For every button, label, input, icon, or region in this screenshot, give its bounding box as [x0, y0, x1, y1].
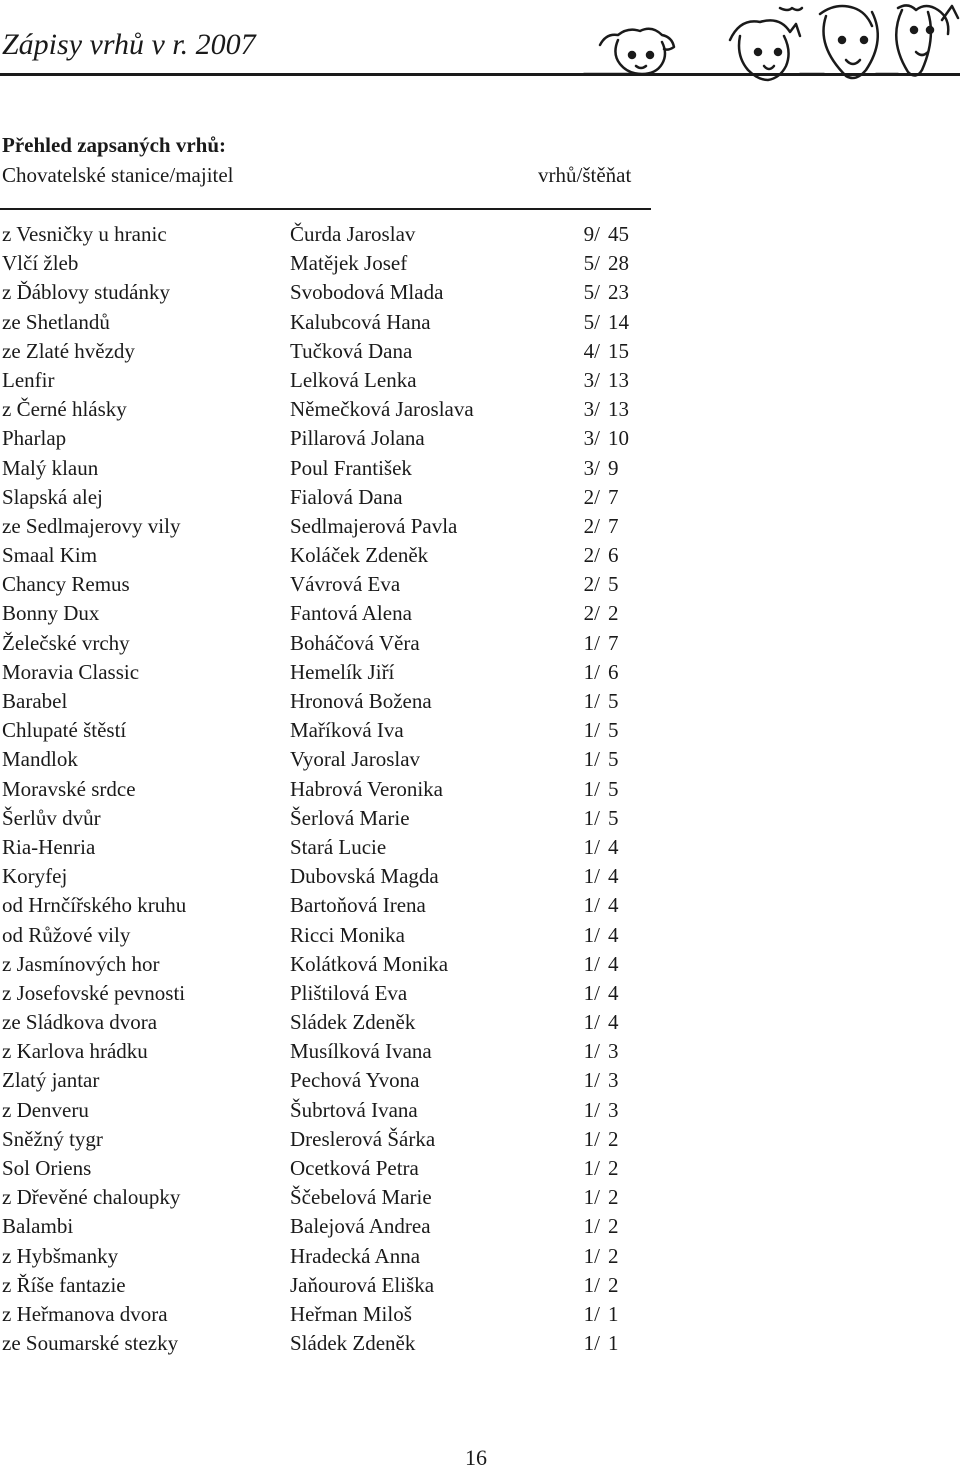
litter-count: 1/ — [583, 1097, 600, 1122]
kennel-name: z Říše fantazie — [2, 1272, 126, 1297]
kennel-name: Malý klaun — [2, 455, 99, 480]
puppy-count: 2 — [608, 1156, 619, 1180]
puppy-count: 4 — [608, 893, 619, 918]
kennel-name: Moravia Classic — [2, 659, 140, 684]
table-row — [0, 366, 700, 395]
table-divider — [0, 208, 651, 210]
owner-name: Dubovská Magda — [290, 864, 439, 889]
litter-count: 1/ — [583, 689, 600, 713]
litter-count: 3/ — [583, 367, 600, 392]
column-header-litters-pups: vrhů/štěňat — [538, 163, 632, 187]
litter-count: 1/ — [583, 1068, 600, 1093]
table-row — [0, 1066, 700, 1095]
table-row — [0, 862, 700, 891]
puppy-count: 5 — [608, 747, 619, 772]
owner-name: Ocetková Petra — [290, 1156, 419, 1180]
table-row — [0, 1300, 700, 1329]
table-row — [0, 1329, 700, 1358]
table-row — [0, 337, 700, 366]
kennel-name: z Karlova hrádku — [2, 1039, 148, 1064]
owner-name: Sedlmajerová Pavla — [290, 513, 458, 538]
puppy-count: 4 — [608, 951, 619, 976]
kennel-name: z Josefovské pevnosti — [2, 980, 186, 1005]
table-row — [0, 891, 700, 920]
kennel-name: z Dřevěné chaloupky — [2, 1185, 181, 1210]
kennel-name: ze Shetlandů — [2, 309, 110, 334]
puppy-count: 2 — [608, 601, 619, 626]
litter-count: 2/ — [583, 484, 600, 509]
puppy-count: 14 — [608, 309, 629, 334]
owner-name: Matějek Josef — [290, 251, 408, 276]
owner-name: Němečková Jaroslava — [290, 397, 474, 422]
kennel-name: Pharlap — [2, 426, 67, 451]
litter-count: 1/ — [583, 630, 600, 655]
table-row — [0, 1008, 700, 1037]
puppy-count: 1 — [608, 1331, 619, 1356]
litter-count: 3/ — [583, 455, 600, 480]
owner-name: Pechová Yvona — [290, 1068, 420, 1093]
litter-count: 1/ — [583, 980, 600, 1005]
puppy-count: 7 — [608, 513, 619, 538]
owner-name: Lelková Lenka — [290, 367, 417, 392]
kennel-name: Mandlok — [2, 747, 78, 772]
litter-count: 1/ — [583, 951, 600, 976]
litter-count: 1/ — [583, 864, 600, 889]
puppy-count: 3 — [608, 1039, 619, 1064]
puppy-count: 4 — [608, 922, 619, 947]
puppy-count: 4 — [608, 834, 619, 859]
kennel-name: Slapská alej — [2, 484, 103, 509]
table-row — [0, 308, 700, 337]
litter-count: 1/ — [583, 718, 600, 743]
kennel-name: ze Sládkova dvora — [2, 1010, 158, 1035]
kennel-name: Sněžný tygr — [2, 1126, 103, 1151]
table-row — [0, 629, 700, 658]
column-header-kennel-owner: Chovatelské stanice/majitel — [2, 163, 234, 187]
owner-name: Kalubcová Hana — [290, 309, 431, 334]
kennel-name: od Růžové vily — [2, 922, 131, 947]
owner-name: Musílková Ivana — [290, 1039, 432, 1064]
table-row — [0, 570, 700, 599]
litter-count: 3/ — [583, 426, 600, 451]
kennel-name: Šerlův dvůr — [2, 805, 101, 830]
puppy-count: 1 — [608, 1301, 619, 1326]
table-row — [0, 1183, 700, 1212]
puppy-count: 4 — [608, 1010, 619, 1035]
litter-count: 1/ — [583, 1039, 600, 1064]
puppy-count: 10 — [608, 426, 629, 451]
litter-count: 1/ — [583, 776, 600, 801]
owner-name: Pillarová Jolana — [290, 426, 425, 451]
kennel-name: z Jasmínových hor — [2, 951, 160, 976]
table-row — [0, 775, 700, 804]
puppy-count: 2 — [608, 1185, 619, 1210]
puppy-count: 5 — [608, 689, 619, 713]
kennel-name: ze Zlaté hvězdy — [2, 338, 135, 363]
owner-name: Bartoňová Irena — [290, 893, 426, 918]
owner-name: Boháčová Věra — [290, 630, 420, 655]
owner-name: Jaňourová Eliška — [290, 1272, 435, 1297]
owner-name: Ricci Monika — [290, 922, 405, 947]
puppy-count: 5 — [608, 572, 619, 597]
table-row — [0, 1212, 700, 1241]
table-row — [0, 1125, 700, 1154]
litter-count: 1/ — [583, 747, 600, 772]
kennel-name: z Denveru — [2, 1097, 89, 1122]
puppy-count: 5 — [608, 776, 619, 801]
table-row — [0, 687, 700, 716]
owner-name: Balejová Andrea — [290, 1214, 431, 1239]
kennel-name: z Heřmanova dvora — [2, 1301, 168, 1326]
puppy-count: 23 — [608, 280, 629, 305]
owner-name: Vyoral Jaroslav — [290, 747, 421, 772]
puppy-count: 15 — [608, 338, 629, 363]
table-row — [0, 454, 700, 483]
litter-count: 1/ — [583, 922, 600, 947]
puppy-count: 2 — [608, 1214, 619, 1239]
puppy-count: 6 — [608, 543, 619, 568]
litter-count: 1/ — [583, 1156, 600, 1180]
owner-name: Hradecká Anna — [290, 1243, 421, 1268]
kennel-name: ze Sedlmajerovy vily — [2, 513, 181, 538]
table-row — [0, 541, 700, 570]
kennel-name: Barabel — [2, 689, 68, 713]
page-title: Zápisy vrhů v r. 2007 — [2, 28, 256, 61]
owner-name: Svobodová Mlada — [290, 280, 444, 305]
kennel-name: Vlčí žleb — [2, 251, 79, 276]
litter-count: 5/ — [583, 309, 600, 334]
puppy-count: 45 — [608, 222, 629, 246]
puppy-count: 2 — [608, 1243, 619, 1268]
litter-count: 1/ — [583, 834, 600, 859]
owner-name: Šubrtová Ivana — [290, 1097, 418, 1122]
table-row — [0, 804, 700, 833]
puppy-count: 7 — [608, 630, 619, 655]
table-row — [0, 658, 700, 687]
table-row — [0, 1242, 700, 1271]
table-row — [0, 599, 700, 628]
owner-name: Šerlová Marie — [290, 805, 410, 830]
litter-count: 1/ — [583, 1243, 600, 1268]
puppy-count: 4 — [608, 864, 619, 889]
puppy-count: 5 — [608, 805, 619, 830]
kennel-name: z Vesničky u hranic — [2, 222, 167, 246]
owner-name: Hemelík Jiří — [290, 659, 395, 684]
litter-count: 1/ — [583, 1126, 600, 1151]
owner-name: Stará Lucie — [290, 834, 387, 859]
puppy-count: 2 — [608, 1126, 619, 1151]
puppy-count: 5 — [608, 718, 619, 743]
litter-count: 1/ — [583, 659, 600, 684]
litter-count: 1/ — [583, 1301, 600, 1326]
table-row — [0, 979, 700, 1008]
litter-count: 9/ — [583, 222, 600, 246]
kennel-name: Chancy Remus — [2, 572, 130, 597]
puppy-count: 28 — [608, 251, 629, 276]
puppy-count: 13 — [608, 397, 629, 422]
litter-count: 1/ — [583, 1331, 600, 1356]
section-title: Přehled zapsaných vrhů: — [2, 133, 227, 157]
kennel-name: Sol Oriens — [2, 1156, 92, 1180]
owner-name: Maříková Iva — [290, 718, 404, 743]
owner-name: Vávrová Eva — [290, 572, 401, 597]
puppy-count: 2 — [608, 1272, 619, 1297]
kennel-name: od Hrnčířského kruhu — [2, 893, 187, 918]
owner-name: Dreslerová Šárka — [290, 1126, 436, 1151]
owner-name: Hronová Božena — [290, 689, 432, 713]
table-row — [0, 249, 700, 278]
owner-name: Fialová Dana — [290, 484, 403, 509]
kennel-name: Balambi — [2, 1214, 74, 1239]
litter-count: 5/ — [583, 280, 600, 305]
owner-name: Heřman Miloš — [290, 1301, 412, 1326]
kennel-name: Moravské srdce — [2, 776, 136, 801]
litter-count: 1/ — [583, 1272, 600, 1297]
kennel-name: Lenfir — [2, 367, 55, 392]
puppy-count: 6 — [608, 659, 619, 684]
table-row — [0, 395, 700, 424]
litter-count: 2/ — [583, 543, 600, 568]
litter-count: 1/ — [583, 1010, 600, 1035]
litter-count: 2/ — [583, 513, 600, 538]
litter-table — [0, 220, 700, 1358]
table-row — [0, 512, 700, 541]
table-row — [0, 716, 700, 745]
owner-name: Sládek Zdeněk — [290, 1010, 416, 1035]
litter-count: 1/ — [583, 805, 600, 830]
kennel-name: Chlupaté štěstí — [2, 718, 127, 743]
table-row — [0, 745, 700, 774]
owner-name: Plištilová Eva — [290, 980, 408, 1005]
kennel-name: Zlatý jantar — [2, 1068, 100, 1093]
table-row — [0, 278, 700, 307]
litter-count: 1/ — [583, 1185, 600, 1210]
litter-count: 4/ — [583, 338, 600, 363]
kennel-name: z Hybšmanky — [2, 1243, 119, 1268]
dog-heads-logo-icon — [580, 0, 960, 90]
table-row — [0, 220, 700, 249]
table-row — [0, 921, 700, 950]
puppy-count: 4 — [608, 980, 619, 1005]
kennel-name: Smaal Kim — [2, 543, 98, 568]
puppy-count: 3 — [608, 1097, 619, 1122]
litter-count: 3/ — [583, 397, 600, 422]
table-row — [0, 1154, 700, 1183]
kennel-name: ze Soumarské stezky — [2, 1331, 179, 1356]
litter-count: 2/ — [583, 572, 600, 597]
kennel-name: z Černé hlásky — [2, 397, 127, 422]
kennel-name: Želečské vrchy — [2, 630, 130, 655]
litter-count: 5/ — [583, 251, 600, 276]
puppy-count: 7 — [608, 484, 619, 509]
owner-name: Habrová Veronika — [290, 776, 443, 801]
puppy-count: 9 — [608, 455, 619, 480]
page-number: 16 — [465, 1445, 487, 1470]
owner-name: Ščebelová Marie — [290, 1185, 432, 1210]
owner-name: Čurda Jaroslav — [290, 222, 416, 246]
puppy-count: 3 — [608, 1068, 619, 1093]
litter-count: 1/ — [583, 1214, 600, 1239]
table-row — [0, 1037, 700, 1066]
owner-name: Koláček Zdeněk — [290, 543, 429, 568]
litter-count: 2/ — [583, 601, 600, 626]
table-row — [0, 833, 700, 862]
owner-name: Fantová Alena — [290, 601, 412, 626]
litter-count: 1/ — [583, 893, 600, 918]
kennel-name: Koryfej — [2, 864, 68, 889]
kennel-name: Bonny Dux — [2, 601, 100, 626]
owner-name: Kolátková Monika — [290, 951, 449, 976]
owner-name: Tučková Dana — [290, 338, 413, 363]
puppy-count: 13 — [608, 367, 629, 392]
table-row — [0, 483, 700, 512]
table-row — [0, 1096, 700, 1125]
owner-name: Sládek Zdeněk — [290, 1331, 416, 1356]
kennel-name: Ria-Henria — [2, 834, 96, 859]
owner-name: Poul František — [290, 455, 412, 480]
kennel-name: z Ďáblovy studánky — [2, 280, 170, 305]
table-row — [0, 1271, 700, 1300]
table-row — [0, 424, 700, 453]
table-row — [0, 950, 700, 979]
